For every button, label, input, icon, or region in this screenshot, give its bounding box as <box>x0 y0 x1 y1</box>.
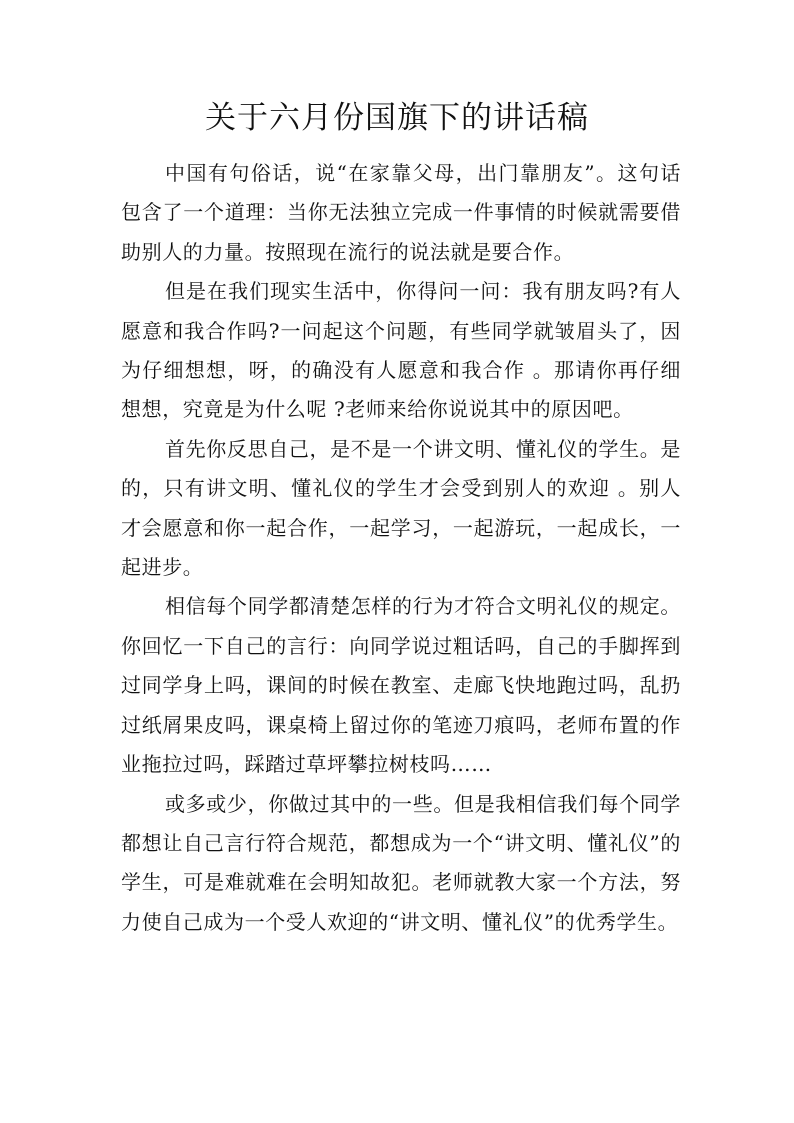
document-body <box>121 154 681 942</box>
paragraph: 或多或少，你做过其中的一些。但是我相信我们每个同学都想让自己言行符合规范，都想成为一个“讲文明、懂礼仪”的学生，可是难就难在会明知故犯。老师就教大家一个方法，努力使自己成为一个受人欢迎的“讲文明、懂礼仪”的优秀学生。 <box>121 791 681 934</box>
document-title: 关于六月份国旗下的讲话稿 <box>205 100 589 136</box>
paragraph: 相信每个同学都清楚怎样的行为才符合文明礼仪的规定。你回忆一下自己的言行：向同学说过粗话吗，自己的手脚挥到过同学身上吗，课间的时候在教室、走廊飞快地跑过吗，乱扔过纸屑果皮吗，课桌椅上留过你的笔迹刀痕吗，老师布置的作业拖拉过吗，踩踏过草坪攀拉树枝吗…… <box>121 594 681 777</box>
paragraph: 但是在我们现实生活中，你得问一问：我有朋友吗?有人愿意和我合作吗?一问起这个问题，有些同学就皱眉头了，因为仔细想想，呀，的确没有人愿意和我合作 。那请你再仔细想想，究竟是为什么呢 ?老师来给你说说其中的原因吧。 <box>121 279 681 422</box>
paragraph: 首先你反思自己，是不是一个讲文明、懂礼仪的学生。是的，只有讲文明、懂礼仪的学生才会受到别人的欢迎 。别人才会愿意和你一起合作，一起学习，一起游玩，一起成长，一起进步。 <box>121 436 681 580</box>
paragraph: 中国有句俗话，说“在家靠父母，出门靠朋友”。这句话包含了一个道理：当你无法独立完成一件事情的时候就需要借助别人的力量。按照现在流行的说法就是要合作。 <box>121 161 681 264</box>
